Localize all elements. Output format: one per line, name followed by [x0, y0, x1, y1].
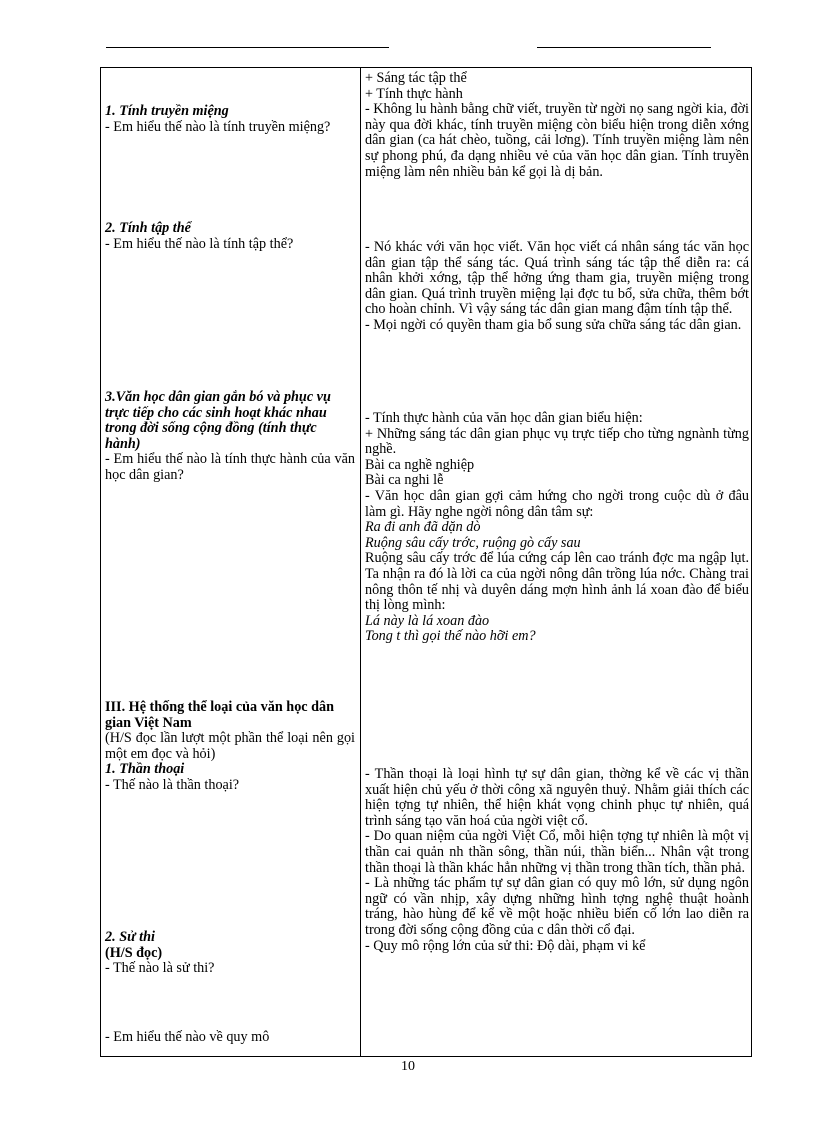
column-divider — [360, 68, 361, 1056]
answer-paragraph: + Những sáng tác dân gian phục vụ trực tiếp cho từng ngnành từng nghề. — [365, 425, 749, 458]
poem-line: Ruộng sâu cấy trớc, ruộng gò cấy sau — [365, 534, 581, 551]
answer-line: + Sáng tác tập thể — [365, 70, 467, 86]
lesson-table — [100, 67, 752, 1057]
subsection-title: 2. Sử thi — [105, 929, 155, 945]
section-genres — [105, 700, 355, 794]
answer-block-2 — [365, 240, 749, 334]
answer-paragraph: - Mọi ngời có quyền tham gia bổ sung sửa chữa sáng tác dân gian. — [365, 316, 742, 333]
section-title: 2. Tính tập thể — [105, 220, 191, 236]
answer-line: Bài ca nghề nghiệp — [365, 456, 475, 473]
answer-line: Bài ca nghi lễ — [365, 472, 444, 489]
answer-paragraph: - Nó khác với văn học viết. Văn học viết cá nhân sáng tác văn học dân gian tập thể sáng tác. Quá trình sáng tác tập thể diễn ra: cá nhân khởi xớng, tập thể hởng ứng tham gia, truyền miệng trong dân gian. Quá trình truyền miệng lại đợc tu bổ, sửa chữa, thêm bớt cho hoàn chỉnh. Vì vậy sáng tác dân gian mang đậm tính tập thể. — [365, 239, 749, 318]
section-note: (H/S đọc) — [105, 944, 163, 961]
answer-paragraph: - Quy mô rộng lớn của sử thi: Độ dài, phạm vi kể — [365, 937, 646, 954]
section-oral — [105, 104, 355, 135]
section-practical — [105, 390, 355, 484]
question: - Em hiểu thế nào là tính thực hành của văn học dân gian? — [105, 451, 355, 483]
answer-paragraph: - Do quan niệm của ngời Việt Cổ, mỗi hiện tợng tự nhiên là một vị thần cai quản nh thần sông, thần núi, thần biển... Nhân vật trong thần thoại là thần khác hẳn những vị thần trong thần tích, thần phả. — [365, 828, 749, 876]
answer-block-3 — [365, 411, 749, 645]
section-note: (H/S đọc lần lượt một phần thể loại nên gọi một em đọc và hỏi) — [105, 730, 355, 762]
answer-block-1 — [365, 71, 749, 180]
answer-block-4 — [365, 767, 749, 954]
answer-paragraph: - Thần thoại là loại hình tự sự dân gian, thờng kể về các vị thần xuất hiện chủ yếu ở thời công xã nguyên thuỷ. Nhằm giải thích các hiện tợng tự nhiên, thể hiện khát vọng chinh phục tự nhiên, quá trình sáng tạo văn hoá của ngời việt cổ. — [365, 766, 749, 829]
answer-paragraph: - Là những tác phẩm tự sự dân gian có quy mô lớn, sử dụng ngôn ngữ có vần nhịp, xây dựng những hình tợng nghệ thuật hoành tráng, hào hùng để kể về một hoặc nhiều biến cố lớn lao diễn ra trong đời sống cộng đồng của c dân thời cổ đại. — [365, 875, 749, 938]
section-epic — [105, 930, 355, 977]
page-number: 10 — [401, 1059, 415, 1074]
question: - Em hiểu thế nào là tính truyền miệng? — [105, 118, 331, 135]
question: - Thế nào là thần thoại? — [105, 776, 240, 793]
header-rule-left — [106, 47, 389, 48]
poem-line: Lá này là lá xoan đào — [365, 612, 490, 629]
subsection-title: 1. Thần thoại — [105, 761, 185, 778]
answer-line: - Tính thực hành của văn học dân gian biểu hiện: — [365, 410, 643, 426]
answer-paragraph: - Không lu hành bằng chữ viết, truyền từ ngời nọ sang ngời kia, đời này qua đời khác, tính truyền miệng còn biểu hiện trong diễn xớng dân gian (ca hát chèo, tuồng, cải lơng). Tính truyền miệng làm nên sự phong phú, đa dạng nhiều vẻ của văn học dân gian. Tính truyền miệng làm nên nhiều bản kể gọi là dị bản. — [365, 101, 749, 180]
section-title: 3.Văn học dân gian gắn bó và phục vụ trực tiếp cho các sinh hoạt khác nhau trong đời sống cộng đồng (tính thực hành) — [105, 389, 331, 452]
question: - Em hiểu thế nào về quy mô — [105, 1029, 270, 1045]
poem-line: Ra đi anh đã dặn dò — [365, 519, 481, 536]
question: - Thế nào là sử thi? — [105, 960, 215, 977]
section-epic-scale — [105, 1030, 355, 1046]
poem-line: Tong t thì gọi thế nào hỡi em? — [365, 628, 536, 645]
section-title: 1. Tính truyền miệng — [105, 103, 229, 119]
answer-paragraph: Ruộng sâu cấy trớc để lúa cứng cáp lên cao tránh đợc ma ngập lụt. Ta nhận ra đó là lời ca của ngời nông dân trồng lúa nớc. Chàng trai nông thôn tế nhị và duyên dáng mợn hình ảnh lá xoan đào để biểu thị lòng mình: — [365, 550, 749, 614]
question: - Em hiểu thế nào là tính tập thể? — [105, 235, 294, 252]
answer-paragraph: - Văn học dân gian gợi cảm hứng cho ngời trong cuộc dù ở đâu làm gì. Hãy nghe ngời nông dân tâm sự: — [365, 487, 749, 520]
section-collective — [105, 221, 355, 252]
section-title: III. Hệ thống thể loại của văn học dân gian Việt Nam — [105, 699, 335, 731]
header-rule-right — [537, 47, 711, 48]
answer-line: + Tính thực hành — [365, 85, 463, 102]
